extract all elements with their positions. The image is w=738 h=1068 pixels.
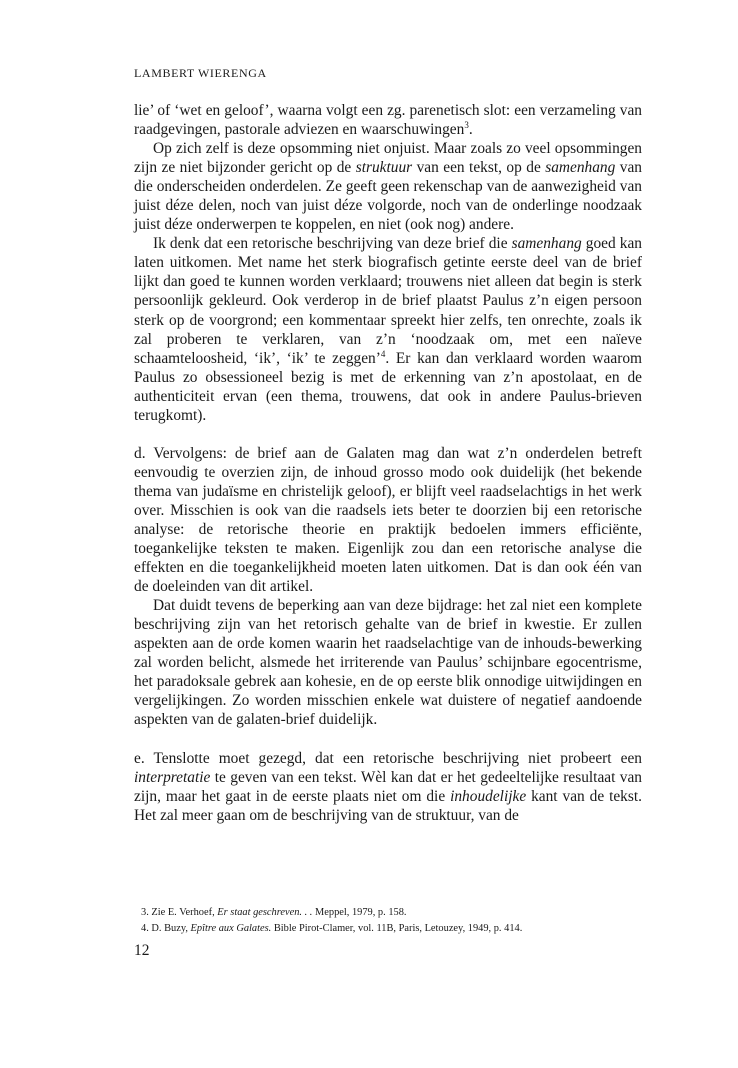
text-run: goed kan laten uitkomen. Met name het sterk biografisch getinte eerste deel van de brief lijkt dan goed te kunnen worden verklaard; trouwens niet alleen dat begin is sterk persoonlijk gekleurd. Ook verderop in de brief plaatst Paulus z’n eigen persoon sterk op de voorgrond; een kommentaar spreekt hier zelfs, ten onrechte, zoals ik zal proberen te verklaren, van z’n ‘noodzaak om, met een naïeve schaamteloosheid, ‘ik’, ‘ik’ te zeggen’ [134, 235, 642, 367]
text-run: te geven van een tekst. Wèl kan dat er het gedeeltelijke resultaat van zijn, maar het gaat in de eerste plaats niet om die [134, 768, 642, 805]
text-run: . Er kan dan verklaard worden waarom Paulus zo obsessioneel bezig is met de erkenning van z’n apostolaat, en de authenticiteit ervan (een thema, trouwens, dat ook in andere Paulus-brieven terugkomt). [134, 349, 642, 424]
text-run: Dat duidt tevens de beperking aan van deze bijdrage: het zal niet een komplete beschrijving zijn van het retorisch gehalte van de brief in kwestie. Er zullen aspekten aan de orde komen waarin het raadselachtige van de inhouds-bewerking zal worden belicht, alsmede het irriterende van Paulus’ schijnbare egocentrisme, het paradoksale gebrek aan kohesie, en de op eerste blik onnodige uitwijdingen en vergelijkingen. Zo worden misschien enkele wat duistere of negatief aandoende aspekten van de galaten-brief duidelijk. [134, 597, 642, 729]
italic-text: samenhang [545, 159, 616, 177]
paragraph [134, 234, 642, 424]
paragraph [134, 139, 642, 234]
text-run: Ik denk dat een retorische beschrijving van deze brief die [153, 235, 512, 253]
text-run: van die onderscheiden onderdelen. Ze geeft geen rekenschap van de aanwezigheid van juist déze delen, noch van juist déze volgorde, noch van de onderlinge noodzaak juist déze onderwerpen te koppelen, en niet (ook nog) andere. [134, 159, 642, 234]
text-run: e. Tenslotte moet gezegd, dat een retorische beschrijving niet probeert een [134, 749, 642, 767]
footnote-ref: 4 [380, 348, 386, 359]
italic-text: Er staat geschreven. . . [217, 907, 313, 918]
paragraph [134, 101, 642, 139]
text-run: lie’ of ‘wet en geloof’, waarna volgt een zg. parenetisch slot: een verzameling van raadgevingen, pastorale adviezen en waarschuwingen [134, 102, 642, 139]
italic-text: interpretatie [134, 768, 211, 786]
text-run: 4. D. Buzy, [141, 923, 191, 934]
paragraph [134, 444, 642, 596]
text-run: Bible Pirot-Clamer, vol. 11B, Paris, Letouzey, 1949, p. 414. [271, 923, 523, 934]
italic-text: Epître aux Galates. [190, 923, 272, 934]
page-number: 12 [134, 942, 150, 959]
footnote [141, 905, 651, 921]
text-run: kant van de tekst. Het zal meer gaan om de beschrijving van de struktuur, van de [134, 787, 642, 824]
italic-text: inhoudelijke [450, 787, 527, 805]
text-run: Meppel, 1979, p. 158. [312, 907, 407, 918]
text-run: Op zich zelf is deze opsomming niet onjuist. Maar zoals zo veel opsommingen zijn ze niet bijzonder gericht op de [134, 140, 642, 177]
body-text [134, 101, 642, 825]
footnote-ref: 3 [464, 119, 469, 130]
text-run: . [468, 121, 473, 139]
footnote [141, 921, 651, 937]
italic-text: samenhang [511, 235, 582, 253]
paragraph [134, 749, 642, 825]
paragraph [134, 596, 642, 729]
text-run: 3. Zie E. Verhoef, [141, 907, 218, 918]
text-run: van een tekst, op de [412, 159, 546, 177]
footnotes [141, 905, 651, 937]
running-header: LAMBERT WIERENGA [134, 66, 267, 80]
italic-text: struktuur [355, 159, 413, 177]
text-run: d. Vervolgens: de brief aan de Galaten mag dan wat z’n onderdelen betreft eenvoudig te overzien zijn, de inhoud grosso modo ook duidelijk (het bekende thema van judaïsme en christelijk geloof), er blijft veel raadselachtigs in het werk over. Misschien is ook van die raadsels iets beter te doorzien bij een retorische analyse: de retorische theorie en praktijk bedoelen immers efficiënte, toegankelijke teksten te maken. Eigenlijk zou dan een retorische analyse die effekten en die toegankelijkheid moeten laten uitkomen. Dat is dan ook één van de doeleinden van dit artikel. [134, 444, 642, 596]
